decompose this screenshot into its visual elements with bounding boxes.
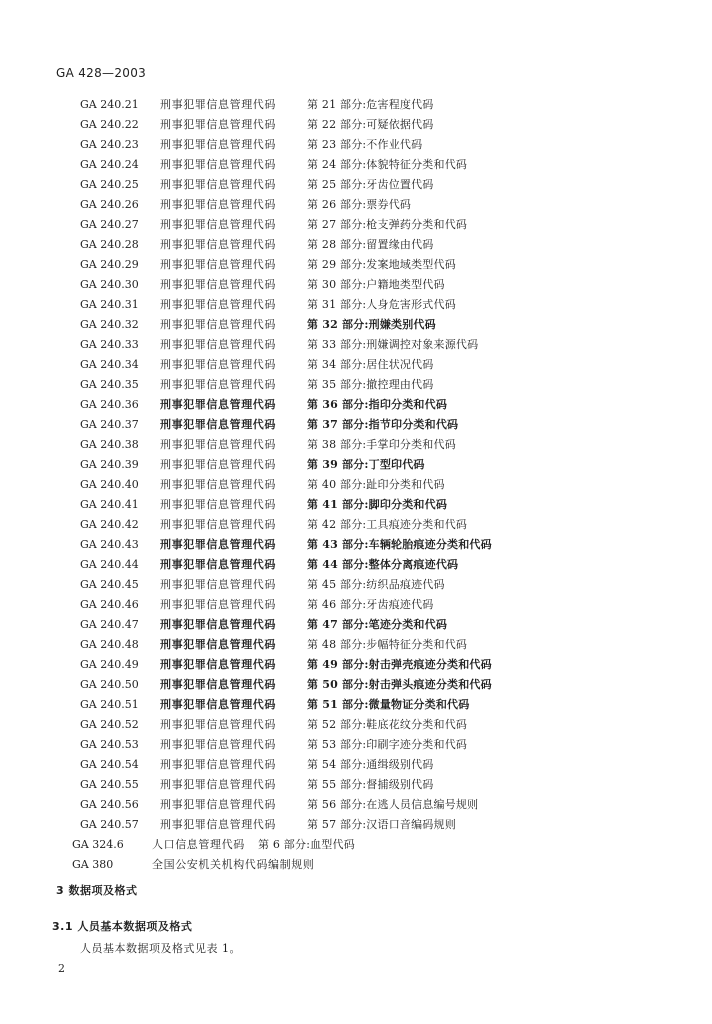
reference-code: GA 240.38	[80, 438, 139, 451]
reference-standard-title: 刑事犯罪信息管理代码	[160, 138, 276, 151]
reference-row	[0, 355, 712, 375]
reference-part-title: 第 53 部分:印刷字迹分类和代码	[307, 738, 468, 751]
reference-standard-title: 全国公安机关机构代码编制规则	[152, 858, 315, 871]
reference-standard-title: 刑事犯罪信息管理代码	[160, 418, 276, 431]
reference-part-title: 第 24 部分:体貌特征分类和代码	[307, 158, 468, 171]
reference-code: GA 240.41	[80, 498, 139, 511]
reference-standard-title: 刑事犯罪信息管理代码	[160, 258, 276, 271]
reference-standard-title: 刑事犯罪信息管理代码	[160, 218, 276, 231]
reference-standard-title: 刑事犯罪信息管理代码	[160, 778, 276, 791]
reference-standard-title: 刑事犯罪信息管理代码	[160, 718, 276, 731]
reference-part-title: 第 33 部分:刑嫌调控对象来源代码	[307, 338, 479, 351]
reference-part-title: 第 27 部分:枪支弹药分类和代码	[307, 218, 468, 231]
reference-code: GA 380	[72, 858, 114, 871]
reference-standard-title: 刑事犯罪信息管理代码	[160, 518, 276, 531]
reference-standard-title: 刑事犯罪信息管理代码	[160, 658, 276, 671]
reference-code: GA 240.55	[80, 778, 139, 791]
reference-code: GA 240.23	[80, 138, 139, 151]
reference-part-title: 第 38 部分:手掌印分类和代码	[307, 438, 456, 451]
reference-code: GA 240.50	[80, 678, 139, 691]
reference-row	[0, 775, 712, 795]
reference-part-title: 第 51 部分:微量物证分类和代码	[307, 698, 470, 711]
reference-part-title: 第 50 部分:射击弹头痕迹分类和代码	[307, 678, 492, 691]
reference-code: GA 240.24	[80, 158, 139, 171]
reference-part-title: 第 34 部分:居住状况代码	[307, 358, 434, 371]
reference-code: GA 240.45	[80, 578, 139, 591]
reference-row	[0, 835, 712, 855]
reference-code: GA 240.43	[80, 538, 139, 551]
reference-row	[0, 695, 712, 715]
reference-standard-title: 刑事犯罪信息管理代码	[160, 578, 276, 591]
reference-code: GA 240.53	[80, 738, 139, 751]
reference-part-title: 第 41 部分:脚印分类和代码	[307, 498, 448, 511]
reference-part-title: 第 57 部分:汉语口音编码规则	[307, 818, 456, 831]
reference-standard-title: 刑事犯罪信息管理代码	[160, 738, 276, 751]
reference-row	[0, 755, 712, 775]
reference-code: GA 240.22	[80, 118, 139, 131]
reference-code: GA 240.21	[80, 98, 139, 111]
reference-code: GA 240.47	[80, 618, 139, 631]
reference-code: GA 240.56	[80, 798, 139, 811]
reference-code: GA 240.39	[80, 458, 139, 471]
reference-standard-title: 刑事犯罪信息管理代码	[160, 358, 276, 371]
reference-standard-title: 刑事犯罪信息管理代码	[160, 178, 276, 191]
reference-part-title: 第 39 部分:丁型印代码	[307, 458, 425, 471]
reference-code: GA 240.35	[80, 378, 139, 391]
reference-code: GA 240.26	[80, 198, 139, 211]
reference-part-title: 第 30 部分:户籍地类型代码	[307, 278, 445, 291]
reference-part-title: 第 26 部分:票券代码	[307, 198, 412, 211]
reference-part-title: 第 36 部分:指印分类和代码	[307, 398, 448, 411]
reference-row	[0, 515, 712, 535]
reference-code: GA 240.40	[80, 478, 139, 491]
reference-code: GA 240.28	[80, 238, 139, 251]
reference-code: GA 240.34	[80, 358, 139, 371]
reference-standard-title: 刑事犯罪信息管理代码	[160, 638, 276, 651]
reference-row	[0, 635, 712, 655]
reference-part-title: 第 37 部分:指节印分类和代码	[307, 418, 459, 431]
reference-code: GA 240.33	[80, 338, 139, 351]
reference-row	[0, 175, 712, 195]
reference-row	[0, 715, 712, 735]
reference-part-title: 第 42 部分:工具痕迹分类和代码	[307, 518, 468, 531]
reference-standard-title: 刑事犯罪信息管理代码	[160, 438, 276, 451]
reference-standard-title: 刑事犯罪信息管理代码	[160, 378, 276, 391]
reference-part-title: 第 55 部分:督捕级别代码	[307, 778, 434, 791]
reference-part-title: 第 31 部分:人身危害形式代码	[307, 298, 456, 311]
reference-code: GA 240.42	[80, 518, 139, 531]
reference-part-title: 第 25 部分:牙齿位置代码	[307, 178, 434, 191]
reference-code: GA 240.52	[80, 718, 139, 731]
reference-standard-title: 刑事犯罪信息管理代码	[160, 798, 276, 811]
reference-row	[0, 215, 712, 235]
reference-standard-title: 刑事犯罪信息管理代码	[160, 278, 276, 291]
reference-part-title: 第 52 部分:鞋底花纹分类和代码	[307, 718, 468, 731]
reference-row	[0, 595, 712, 615]
reference-part-title: 第 43 部分:车辆轮胎痕迹分类和代码	[307, 538, 492, 551]
reference-code: GA 240.44	[80, 558, 139, 571]
reference-row	[0, 735, 712, 755]
reference-part-title: 第 56 部分:在逃人员信息编号规则	[307, 798, 479, 811]
reference-row	[0, 195, 712, 215]
reference-standard-title: 刑事犯罪信息管理代码	[160, 398, 276, 411]
reference-code: GA 240.46	[80, 598, 139, 611]
reference-row	[0, 155, 712, 175]
reference-part-title: 第 40 部分:趾印分类和代码	[307, 478, 445, 491]
reference-row	[0, 855, 712, 875]
reference-standard-title: 刑事犯罪信息管理代码	[160, 298, 276, 311]
reference-row	[0, 235, 712, 255]
reference-row	[0, 795, 712, 815]
reference-part-title: 第 46 部分:牙齿痕迹代码	[307, 598, 434, 611]
reference-code: GA 240.57	[80, 818, 139, 831]
reference-standard-title: 人口信息管理代码	[152, 838, 245, 851]
reference-standard-title: 刑事犯罪信息管理代码	[160, 478, 276, 491]
reference-standard-title: 刑事犯罪信息管理代码	[160, 678, 276, 691]
reference-standard-title: 刑事犯罪信息管理代码	[160, 818, 276, 831]
reference-part-title: 第 32 部分:刑嫌类别代码	[307, 318, 436, 331]
reference-row	[0, 135, 712, 155]
reference-standard-title: 刑事犯罪信息管理代码	[160, 558, 276, 571]
reference-code: GA 240.25	[80, 178, 139, 191]
reference-standard-title: 刑事犯罪信息管理代码	[160, 598, 276, 611]
reference-part-title: 第 35 部分:撤控理由代码	[307, 378, 434, 391]
reference-standard-title: 刑事犯罪信息管理代码	[160, 118, 276, 131]
reference-standard-title: 刑事犯罪信息管理代码	[160, 158, 276, 171]
reference-part-title: 第 44 部分:整体分离痕迹代码	[307, 558, 459, 571]
reference-standard-title: 刑事犯罪信息管理代码	[160, 758, 276, 771]
reference-standard-title: 刑事犯罪信息管理代码	[160, 338, 276, 351]
reference-row	[0, 375, 712, 395]
reference-code: GA 240.29	[80, 258, 139, 271]
section-heading-3-1: 3.1 人员基本数据项及格式	[52, 920, 193, 933]
reference-row	[0, 655, 712, 675]
section-heading-3: 3 数据项及格式	[56, 884, 138, 897]
reference-row	[0, 295, 712, 315]
reference-row	[0, 395, 712, 415]
reference-part-title: 第 47 部分:笔迹分类和代码	[307, 618, 448, 631]
body-paragraph: 人员基本数据项及格式见表 1。	[80, 942, 241, 955]
reference-part-title: 第 49 部分:射击弹壳痕迹分类和代码	[307, 658, 492, 671]
reference-row	[0, 455, 712, 475]
reference-part-title: 第 22 部分:可疑依据代码	[307, 118, 434, 131]
reference-standard-title: 刑事犯罪信息管理代码	[160, 198, 276, 211]
reference-code: GA 240.54	[80, 758, 139, 771]
reference-part-title: 第 28 部分:留置缘由代码	[307, 238, 434, 251]
reference-code: GA 240.27	[80, 218, 139, 231]
reference-code: GA 240.36	[80, 398, 139, 411]
reference-row	[0, 475, 712, 495]
reference-standard-title: 刑事犯罪信息管理代码	[160, 538, 276, 551]
reference-part-title: 第 45 部分:纺织品痕迹代码	[307, 578, 445, 591]
reference-row	[0, 95, 712, 115]
reference-standard-title: 刑事犯罪信息管理代码	[160, 458, 276, 471]
reference-row	[0, 555, 712, 575]
reference-code: GA 240.32	[80, 318, 139, 331]
reference-row	[0, 415, 712, 435]
reference-row	[0, 495, 712, 515]
reference-standard-title: 刑事犯罪信息管理代码	[160, 618, 276, 631]
reference-row	[0, 535, 712, 555]
reference-code: GA 240.30	[80, 278, 139, 291]
page-number: 2	[58, 962, 65, 975]
reference-standard-title: 刑事犯罪信息管理代码	[160, 498, 276, 511]
reference-part-title: 第 48 部分:步幅特征分类和代码	[307, 638, 468, 651]
reference-part-title: 第 6 部分:血型代码	[258, 838, 355, 851]
reference-row	[0, 315, 712, 335]
reference-code: GA 240.49	[80, 658, 139, 671]
reference-standard-title: 刑事犯罪信息管理代码	[160, 318, 276, 331]
reference-row	[0, 435, 712, 455]
reference-row	[0, 335, 712, 355]
reference-standard-title: 刑事犯罪信息管理代码	[160, 238, 276, 251]
reference-part-title: 第 29 部分:发案地域类型代码	[307, 258, 456, 271]
reference-row	[0, 115, 712, 135]
reference-part-title: 第 23 部分:不作业代码	[307, 138, 423, 151]
reference-row	[0, 815, 712, 835]
standard-code-header: GA 428—2003	[56, 66, 147, 80]
reference-row	[0, 275, 712, 295]
reference-code: GA 240.37	[80, 418, 139, 431]
reference-row	[0, 255, 712, 275]
reference-code: GA 324.6	[72, 838, 124, 851]
reference-row	[0, 675, 712, 695]
reference-row	[0, 575, 712, 595]
reference-code: GA 240.48	[80, 638, 139, 651]
reference-standard-title: 刑事犯罪信息管理代码	[160, 98, 276, 111]
reference-part-title: 第 21 部分:危害程度代码	[307, 98, 434, 111]
reference-standard-title: 刑事犯罪信息管理代码	[160, 698, 276, 711]
reference-row	[0, 615, 712, 635]
reference-code: GA 240.31	[80, 298, 139, 311]
reference-part-title: 第 54 部分:通缉级别代码	[307, 758, 434, 771]
reference-code: GA 240.51	[80, 698, 139, 711]
normative-references-list	[0, 95, 712, 875]
